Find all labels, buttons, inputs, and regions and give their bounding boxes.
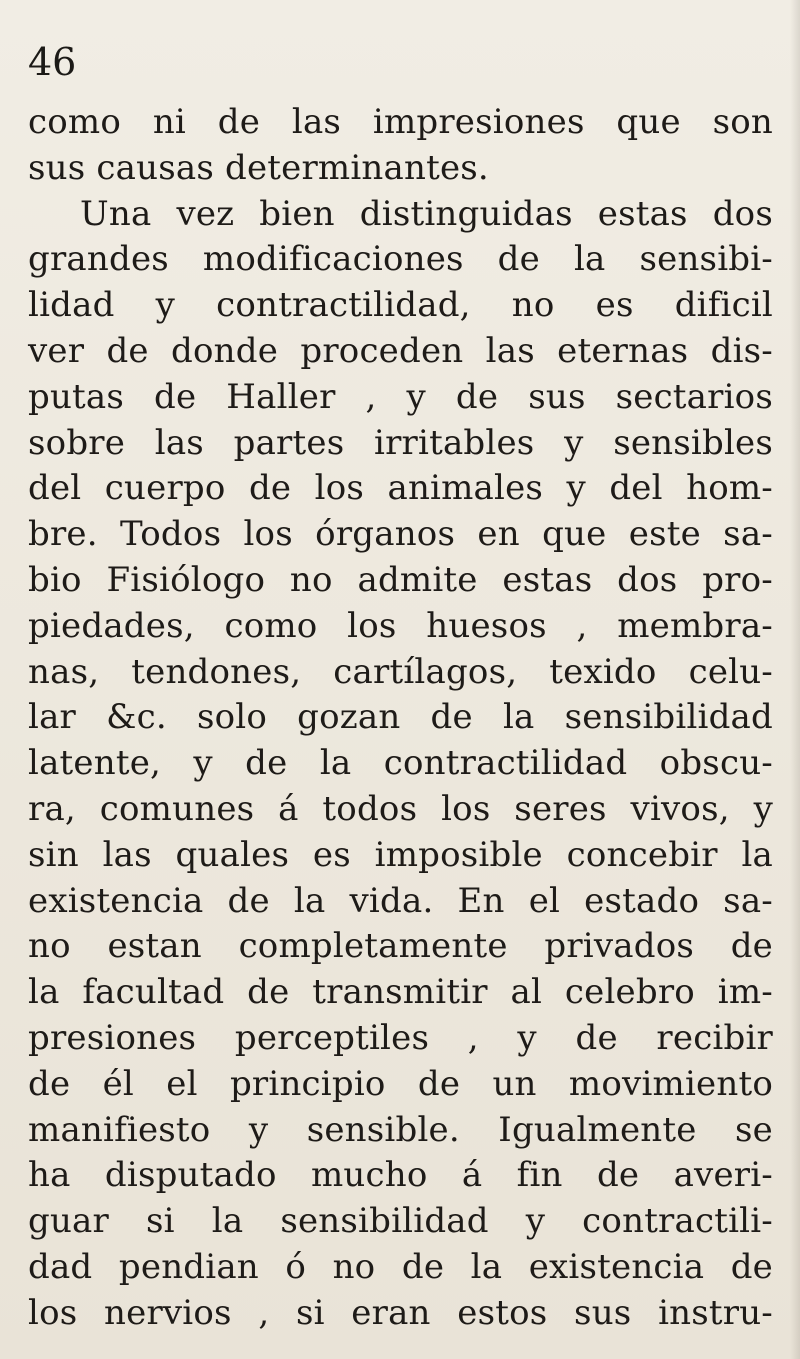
text-line: del cuerpo de los animales y del hom- <box>28 468 773 509</box>
text-line: latente, y de la contractilidad obscu- <box>28 743 773 784</box>
body-text <box>28 100 773 1337</box>
text-line: ver de donde proceden las eternas dis- <box>28 330 773 371</box>
text-line: dad pendian ó no de la existencia de <box>28 1246 773 1287</box>
text-line: piedades, como los huesos , membra- <box>28 605 773 646</box>
text-line: la facultad de transmitir al celebro im- <box>28 972 773 1013</box>
page-edge-shadow <box>790 0 800 1359</box>
text-line: manifiesto y sensible. Igualmente se <box>28 1109 773 1150</box>
text-line: sus causas determinantes. <box>28 147 489 188</box>
text-line: ra, comunes á todos los seres vivos, y <box>28 788 773 829</box>
text-line: los nervios , si eran estos sus instru- <box>28 1292 773 1333</box>
text-line: presiones perceptiles , y de recibir <box>28 1017 773 1058</box>
page-number: 46 <box>28 40 77 84</box>
text-line: sobre las partes irritables y sensibles <box>28 422 773 463</box>
text-line: putas de Haller , y de sus sectarios <box>28 376 773 417</box>
text-line: sin las quales es imposible concebir la <box>28 834 773 875</box>
text-line: bio Fisiólogo no admite estas dos pro- <box>28 559 773 600</box>
text-line: lidad y contractilidad, no es dificil <box>28 285 773 326</box>
text-line: lar &c. solo gozan de la sensibilidad <box>28 697 773 738</box>
text-line: de él el principio de un movimiento <box>28 1063 773 1104</box>
text-line: grandes modificaciones de la sensibi- <box>28 239 773 280</box>
text-line: ha disputado mucho á fin de averi- <box>28 1155 773 1196</box>
text-line: guar si la sensibilidad y contractili- <box>28 1201 773 1242</box>
text-line: nas, tendones, cartílagos, texido celu- <box>28 651 773 692</box>
text-line: no estan completamente privados de <box>28 926 773 967</box>
text-line: existencia de la vida. En el estado sa- <box>28 880 773 921</box>
text-line: Una vez bien distinguidas estas dos <box>80 193 773 234</box>
text-line: bre. Todos los órganos en que este sa- <box>28 514 773 555</box>
text-line: como ni de las impresiones que son <box>28 102 773 142</box>
